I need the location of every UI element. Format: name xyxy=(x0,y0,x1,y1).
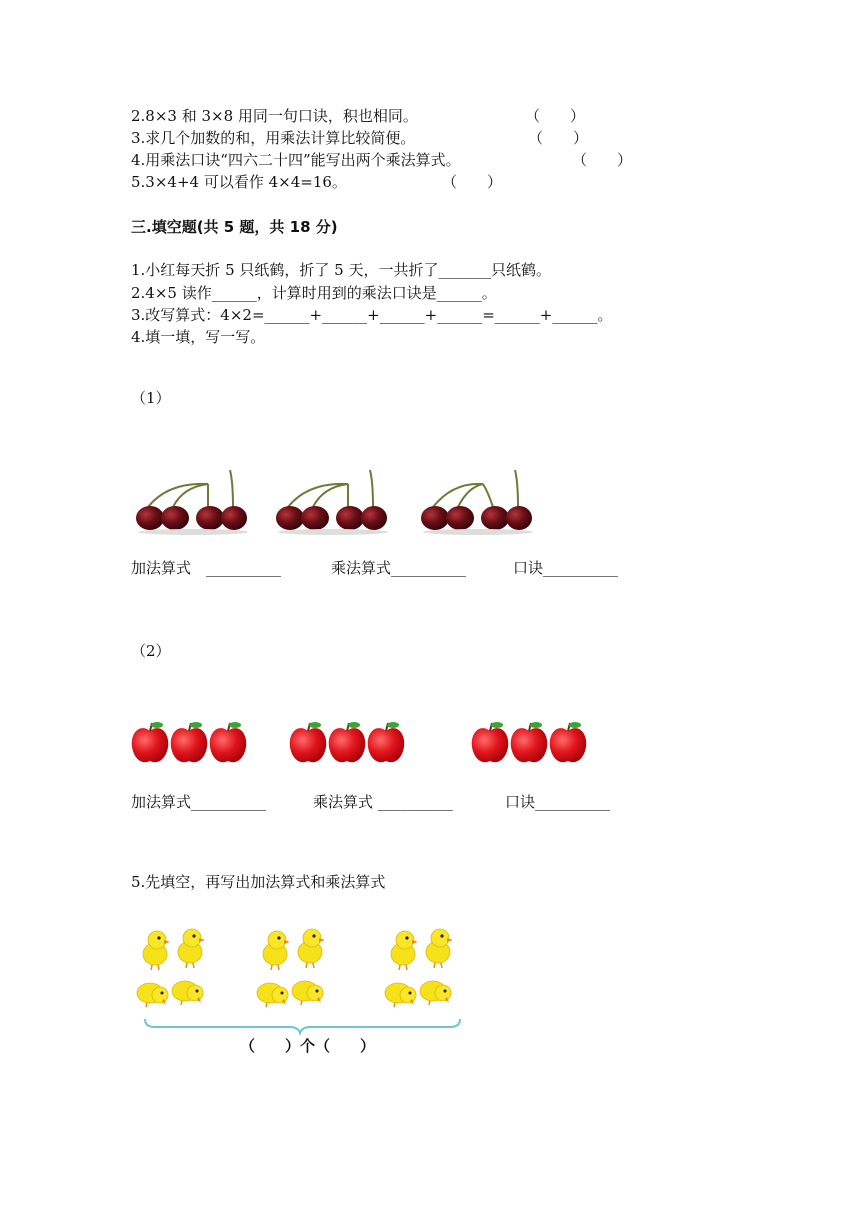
judge-q4: 4.用乘法口诀“四六二十四”能写出两个乘法算式。 xyxy=(131,151,461,169)
judge-q2: 2.8×3 和 3×8 用同一句口诀，积也相同。 xyxy=(131,107,418,125)
judge-q3-bracket[interactable]: （ ） xyxy=(528,129,589,147)
part1-label: （1） xyxy=(131,389,171,407)
fill-q3: 3.改写算式：4×2=______+______+______+______=______+______。 xyxy=(131,306,613,324)
fill-q5: 5.先填空，再写出加法算式和乘法算式 xyxy=(131,873,386,891)
apples-image xyxy=(128,716,598,766)
part1-mul-blank[interactable]: 乘法算式__________ xyxy=(331,559,467,577)
brace-caption[interactable]: （ ）个（ ） xyxy=(240,1037,376,1055)
cherries-image xyxy=(128,462,548,537)
part2-add-blank[interactable]: 加法算式__________ xyxy=(131,793,267,811)
fill-q4: 4.填一填，写一写。 xyxy=(131,328,266,346)
judge-q5: 5.3×4+4 可以看作 4×4=16。 xyxy=(131,173,347,191)
judge-q5-bracket[interactable]: （ ） xyxy=(442,173,503,191)
judge-q3: 3.求几个加数的和，用乘法计算比较简便。 xyxy=(131,129,416,147)
part2-label: （2） xyxy=(131,642,171,660)
judge-q2-bracket[interactable]: （ ） xyxy=(525,107,586,125)
part1-add-blank[interactable]: 加法算式 __________ xyxy=(131,559,282,577)
judge-q4-bracket[interactable]: （ ） xyxy=(572,151,633,169)
fill-q2: 2.4×5 读作______，计算时用到的乘法口诀是______。 xyxy=(131,284,497,302)
part2-rhyme-blank[interactable]: 口诀__________ xyxy=(505,793,611,811)
fill-q1: 1.小红每天折 5 只纸鹤，折了 5 天，一共折了_______只纸鹤。 xyxy=(131,261,551,279)
section-title: 三.填空题(共 5 题，共 18 分) xyxy=(131,218,338,236)
part1-rhyme-blank[interactable]: 口诀__________ xyxy=(513,559,619,577)
part2-mul-blank[interactable]: 乘法算式 __________ xyxy=(313,793,453,811)
